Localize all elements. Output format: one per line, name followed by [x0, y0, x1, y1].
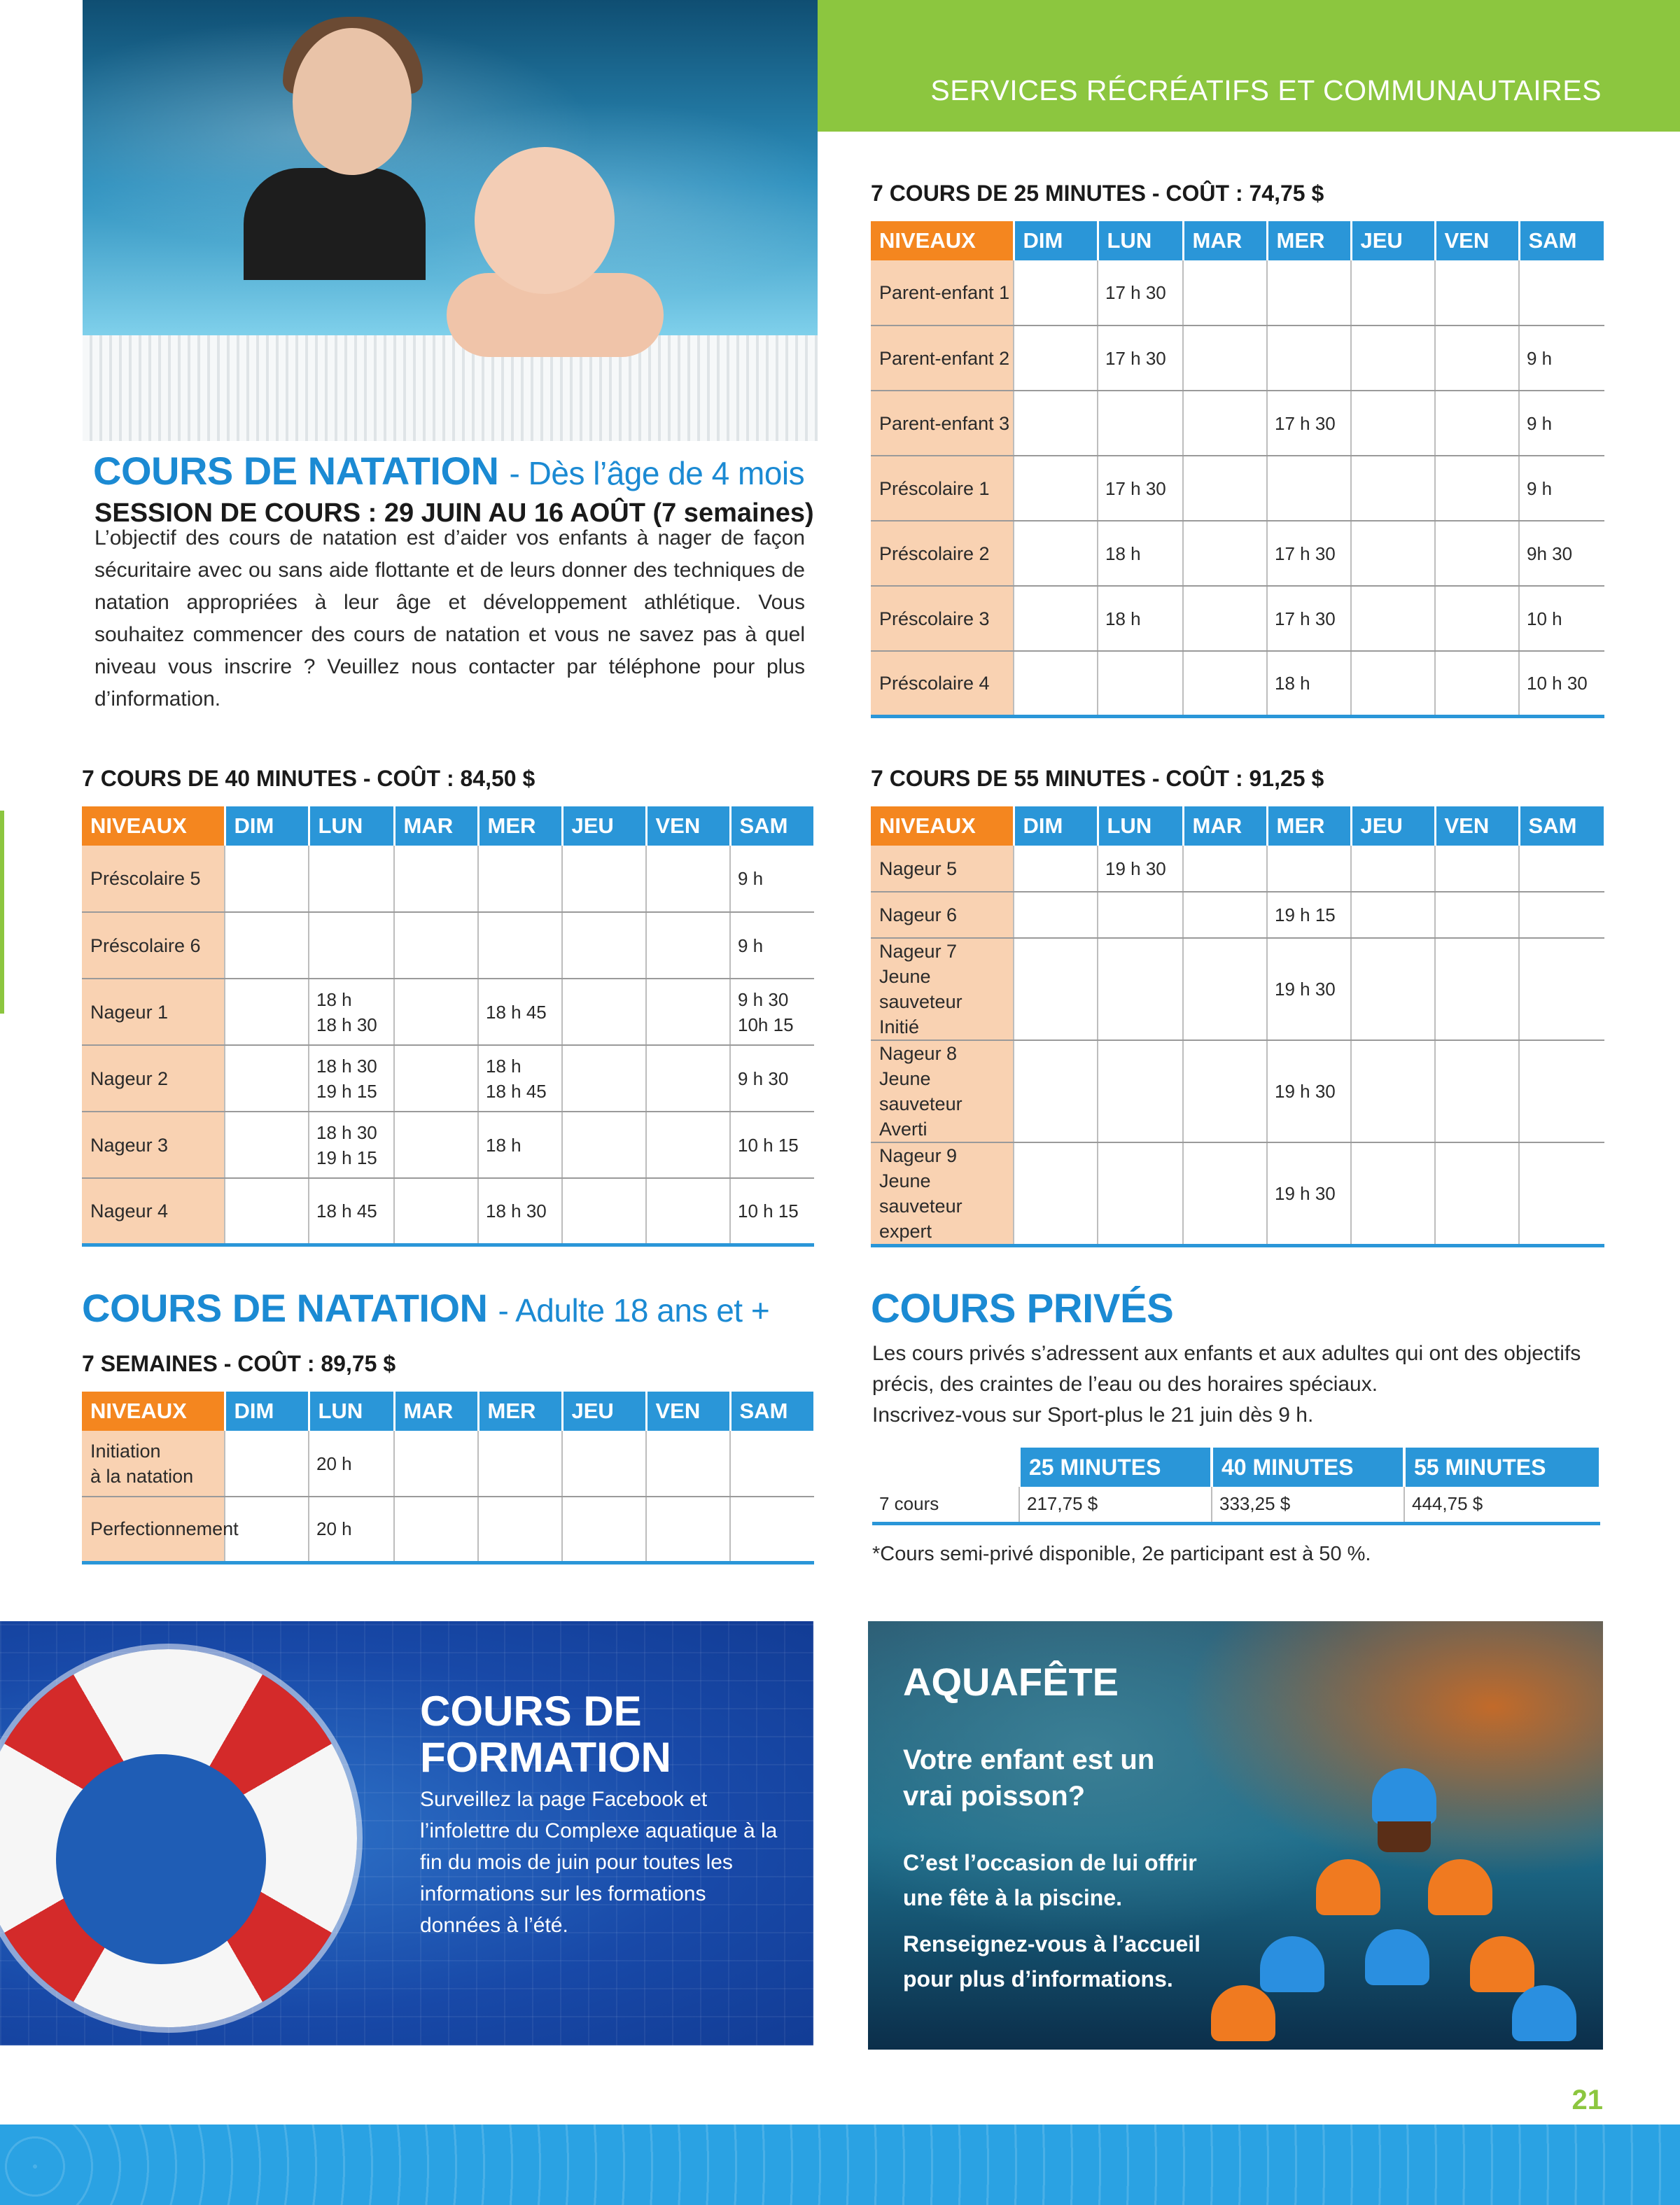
header-day-dim: DIM [225, 1392, 309, 1431]
header-day-lun: LUN [1098, 806, 1183, 846]
header-day-ven: VEN [646, 1392, 730, 1431]
header-levels: NIVEAUX [871, 221, 1014, 260]
level-cell: Nageur 9 Jeune sauveteur expert [871, 1142, 1014, 1246]
level-cell: Initiation à la natation [82, 1431, 225, 1497]
time-cell [1014, 521, 1098, 586]
time-cell [394, 1431, 478, 1497]
time-cell: 9 h 30 10h 15 [730, 979, 814, 1045]
time-cell [1183, 586, 1267, 651]
header-day-lun: LUN [309, 1392, 394, 1431]
table40-header-row [82, 806, 814, 846]
time-cell [1351, 1040, 1435, 1142]
table-row [82, 912, 814, 979]
formation-promo [0, 1621, 813, 2045]
time-cell: 18 h 18 h 45 [478, 1045, 562, 1112]
time-cell: 17 h 30 [1098, 456, 1183, 521]
header-levels: NIVEAUX [82, 806, 225, 846]
time-cell [562, 1112, 646, 1178]
private-cell-25: 217,75 $ [1019, 1487, 1212, 1523]
time-cell [1435, 326, 1519, 391]
level-cell: Préscolaire 5 [82, 846, 225, 912]
header-day-mer: MER [1267, 806, 1351, 846]
time-cell [394, 912, 478, 979]
time-cell [478, 846, 562, 912]
header-day-lun: LUN [309, 806, 394, 846]
header-day-mar: MAR [394, 806, 478, 846]
time-cell [1351, 260, 1435, 326]
time-cell [1014, 326, 1098, 391]
header-band [818, 0, 1680, 132]
cupcake-tower-image [1190, 1663, 1582, 2041]
semi-private-note: *Cours semi-privé disponible, 2e participant est à 50 %. [872, 1543, 1371, 1565]
cupcake [1260, 1936, 1324, 1992]
time-cell [1435, 260, 1519, 326]
time-cell: 18 h 18 h 30 [309, 979, 394, 1045]
table-row [871, 391, 1604, 456]
time-cell: 18 h 30 19 h 15 [309, 1045, 394, 1112]
header-day-dim: DIM [1014, 806, 1098, 846]
level-cell: Nageur 4 [82, 1178, 225, 1245]
level-cell: Préscolaire 6 [82, 912, 225, 979]
header-day-jeu: JEU [1351, 221, 1435, 260]
cupcake [1372, 1768, 1436, 1824]
time-cell: 19 h 30 [1098, 846, 1183, 892]
level-cell: Nageur 3 [82, 1112, 225, 1178]
level-cell: Parent-enfant 3 [871, 391, 1014, 456]
time-cell [1267, 846, 1351, 892]
adult-title-main: COURS DE NATATION [82, 1286, 488, 1330]
time-cell [1183, 521, 1267, 586]
time-cell [1435, 456, 1519, 521]
time-cell [478, 912, 562, 979]
table-row [82, 1431, 814, 1497]
intro-paragraph: L’objectif des cours de natation est d’aider vos enfants à nager de façon sécuritaire avec ou sans aide flottante et de leurs donner des techniques de natation appropriées à leur âge et développement athlétique. Vous souhaitez commencer des cours de natation et vous ne savez pas à quel niveau vous inscrire ? Veuillez nous contacter par téléphone pour plus d’information. [94, 526, 805, 710]
time-cell [1014, 846, 1098, 892]
table-row [871, 456, 1604, 521]
time-cell: 17 h 30 [1098, 326, 1183, 391]
time-cell [1014, 1142, 1098, 1246]
time-cell [1351, 938, 1435, 1040]
time-cell [394, 979, 478, 1045]
time-cell: 18 h 30 [478, 1178, 562, 1245]
footer-band [0, 2124, 1680, 2205]
header-day-lun: LUN [1098, 221, 1183, 260]
cupcake [1428, 1859, 1492, 1915]
time-cell [225, 846, 309, 912]
private-table [872, 1448, 1602, 1525]
header-day-sam: SAM [1519, 221, 1604, 260]
time-cell: 17 h 30 [1267, 521, 1351, 586]
header-day-mer: MER [478, 1392, 562, 1431]
time-cell: 19 h 30 [1267, 1040, 1351, 1142]
table25-heading: 7 COURS DE 25 MINUTES - COÛT : 74,75 $ [871, 181, 1324, 206]
private-header-55: 55 MINUTES [1404, 1448, 1600, 1487]
header-levels: NIVEAUX [871, 806, 1014, 846]
time-cell [1435, 391, 1519, 456]
table-row [871, 651, 1604, 716]
private-text: Les cours privés s’adressent aux enfants et aux adultes qui ont des objectifs précis, des craintes de l’eau ou des horaires spéciaux. [872, 1342, 1581, 1396]
time-cell [1435, 938, 1519, 1040]
time-cell [1014, 456, 1098, 521]
section-title: SERVICES RÉCRÉATIFS ET COMMUNAUTAIRES [930, 74, 1602, 106]
time-cell [1435, 892, 1519, 938]
time-cell [225, 1431, 309, 1497]
aquafete-promo [868, 1621, 1603, 2050]
private-table-header [872, 1448, 1600, 1487]
time-cell [562, 1431, 646, 1497]
table-row [871, 521, 1604, 586]
time-cell [646, 1045, 730, 1112]
private-cell-label: 7 cours [872, 1487, 1019, 1523]
time-cell [562, 1178, 646, 1245]
time-cell: 18 h 45 [309, 1178, 394, 1245]
private-header-25: 25 MINUTES [1019, 1448, 1212, 1487]
time-cell: 18 h [478, 1112, 562, 1178]
time-cell: 20 h [309, 1497, 394, 1562]
table-row [82, 1497, 814, 1562]
time-cell [1183, 260, 1267, 326]
time-cell [1435, 586, 1519, 651]
time-cell [225, 1178, 309, 1245]
private-header-blank [872, 1448, 1019, 1487]
time-cell [1435, 846, 1519, 892]
time-cell [1183, 846, 1267, 892]
lifebuoy-hole [56, 1754, 266, 1964]
table-row [871, 586, 1604, 651]
time-cell [646, 979, 730, 1045]
time-cell [225, 979, 309, 1045]
level-cell: Préscolaire 2 [871, 521, 1014, 586]
header-day-ven: VEN [1435, 806, 1519, 846]
header-day-jeu: JEU [562, 806, 646, 846]
time-cell [1098, 651, 1183, 716]
time-cell: 10 h [1519, 586, 1604, 651]
formation-title [420, 1688, 671, 1781]
time-cell [1267, 326, 1351, 391]
formation-title-line2: FORMATION [420, 1734, 671, 1781]
time-cell [309, 912, 394, 979]
time-cell [646, 1178, 730, 1245]
time-cell [1351, 846, 1435, 892]
cupcake [1470, 1936, 1534, 1992]
time-cell: 19 h 30 [1267, 1142, 1351, 1246]
time-cell [225, 1112, 309, 1178]
table55-heading: 7 COURS DE 55 MINUTES - COÛT : 91,25 $ [871, 766, 1324, 791]
cupcake [1512, 1985, 1576, 2041]
adult-title-sub: - Adulte 18 ans et + [498, 1292, 770, 1329]
time-cell [562, 846, 646, 912]
header-day-jeu: JEU [562, 1392, 646, 1431]
adult-table [82, 1392, 816, 1564]
time-cell: 9h 30 [1519, 521, 1604, 586]
table-row [871, 1040, 1604, 1142]
table-row [82, 1045, 814, 1112]
table-row [871, 1142, 1604, 1246]
header-day-jeu: JEU [1351, 806, 1435, 846]
table40 [82, 806, 816, 1247]
formation-text: Surveillez la page Facebook et l’infolettre du Complexe aquatique à la fin du mois de juin pour toutes les informations sur les formations données à l’été. [420, 1788, 778, 1937]
time-cell: 18 h 45 [478, 979, 562, 1045]
time-cell [1183, 892, 1267, 938]
time-cell [1351, 521, 1435, 586]
level-cell: Préscolaire 1 [871, 456, 1014, 521]
table-row [82, 1112, 814, 1178]
time-cell [1183, 1040, 1267, 1142]
table25-header-row [871, 221, 1604, 260]
table-row [82, 1178, 814, 1245]
time-cell [1519, 260, 1604, 326]
time-cell: 9 h [730, 846, 814, 912]
time-cell [1098, 1040, 1183, 1142]
time-cell [1519, 1142, 1604, 1246]
time-cell [730, 1497, 814, 1562]
level-cell: Préscolaire 3 [871, 586, 1014, 651]
cupcake [1316, 1859, 1380, 1915]
time-cell [478, 1431, 562, 1497]
level-cell: Nageur 5 [871, 846, 1014, 892]
time-cell [1519, 938, 1604, 1040]
cupcake-base [1378, 1821, 1431, 1852]
time-cell [1267, 456, 1351, 521]
level-cell: Préscolaire 4 [871, 651, 1014, 716]
time-cell [1183, 651, 1267, 716]
time-cell [1183, 456, 1267, 521]
adult-table-header-row [82, 1392, 814, 1431]
time-cell [1098, 1142, 1183, 1246]
header-day-dim: DIM [225, 806, 309, 846]
time-cell: 17 h 30 [1267, 586, 1351, 651]
table25 [871, 221, 1606, 718]
time-cell [1098, 938, 1183, 1040]
time-cell [1183, 326, 1267, 391]
mother-face [293, 28, 412, 175]
time-cell [1183, 391, 1267, 456]
private-registration: Inscrivez-vous sur Sport-plus le 21 juin dès 9 h. [872, 1404, 1314, 1427]
table55 [871, 806, 1606, 1247]
table-row [871, 938, 1604, 1040]
aquafete-subtitle: Votre enfant est un vrai poisson? [903, 1744, 1155, 1812]
intro-title-sub: - Dès l’âge de 4 mois [509, 455, 805, 491]
pool-deck [83, 335, 818, 441]
page-number: 21 [1572, 2085, 1603, 2115]
time-cell [646, 1431, 730, 1497]
time-cell [1351, 651, 1435, 716]
time-cell: 9 h [730, 912, 814, 979]
time-cell [1351, 1142, 1435, 1246]
time-cell [1351, 391, 1435, 456]
time-cell [562, 1497, 646, 1562]
time-cell [1014, 586, 1098, 651]
time-cell [1435, 1142, 1519, 1246]
time-cell [1183, 1142, 1267, 1246]
time-cell [646, 912, 730, 979]
time-cell [1435, 651, 1519, 716]
level-cell: Nageur 7 Jeune sauveteur Initié [871, 938, 1014, 1040]
time-cell [646, 846, 730, 912]
time-cell [394, 1497, 478, 1562]
intro-title [93, 448, 804, 493]
time-cell [562, 1045, 646, 1112]
table-row [871, 846, 1604, 892]
time-cell [646, 1497, 730, 1562]
time-cell [1435, 521, 1519, 586]
mother-figure [244, 168, 426, 280]
intro-title-main: COURS DE NATATION [93, 449, 499, 493]
time-cell [1435, 1040, 1519, 1142]
baby-face [475, 147, 615, 294]
level-cell: Nageur 8 Jeune sauveteur Averti [871, 1040, 1014, 1142]
table55-header-row [871, 806, 1604, 846]
header-day-sam: SAM [730, 1392, 814, 1431]
table40-heading: 7 COURS DE 40 MINUTES - COÛT : 84,50 $ [82, 766, 536, 791]
time-cell [1098, 892, 1183, 938]
session-dates: SESSION DE COURS : 29 JUIN AU 16 AOÛT (7 semaines) [94, 498, 814, 528]
time-cell: 9 h 30 [730, 1045, 814, 1112]
time-cell [1014, 651, 1098, 716]
header-day-ven: VEN [1435, 221, 1519, 260]
time-cell [1014, 938, 1098, 1040]
time-cell [225, 912, 309, 979]
time-cell [1351, 456, 1435, 521]
time-cell [394, 846, 478, 912]
time-cell [225, 1045, 309, 1112]
time-cell [394, 1045, 478, 1112]
time-cell: 9 h [1519, 391, 1604, 456]
cupcake [1365, 1929, 1429, 1985]
pool-water [83, 0, 818, 335]
table-row [871, 260, 1604, 326]
time-cell [562, 979, 646, 1045]
private-cell-40: 333,25 $ [1212, 1487, 1404, 1523]
header-day-dim: DIM [1014, 221, 1098, 260]
table-row [871, 892, 1604, 938]
aquafete-line2: Renseignez-vous à l’accueil pour plus d’informations. [903, 1931, 1201, 1991]
time-cell [1183, 938, 1267, 1040]
time-cell [1014, 1040, 1098, 1142]
time-cell [1351, 892, 1435, 938]
time-cell: 9 h [1519, 456, 1604, 521]
time-cell: 19 h 30 [1267, 938, 1351, 1040]
private-title: COURS PRIVÉS [871, 1286, 1174, 1331]
time-cell [1519, 1040, 1604, 1142]
formation-title-line1: COURS DE [420, 1688, 642, 1735]
hero-photo [83, 0, 818, 441]
time-cell: 20 h [309, 1431, 394, 1497]
level-cell: Nageur 6 [871, 892, 1014, 938]
private-table-row [872, 1487, 1600, 1523]
level-cell: Nageur 1 [82, 979, 225, 1045]
time-cell [394, 1112, 478, 1178]
time-cell [478, 1497, 562, 1562]
header-day-sam: SAM [730, 806, 814, 846]
header-day-mer: MER [1267, 221, 1351, 260]
private-header-40: 40 MINUTES [1212, 1448, 1404, 1487]
time-cell [1519, 846, 1604, 892]
header-day-sam: SAM [1519, 806, 1604, 846]
time-cell: 19 h 15 [1267, 892, 1351, 938]
time-cell: 18 h [1098, 586, 1183, 651]
adult-table-heading: 7 SEMAINES - COÛT : 89,75 $ [82, 1351, 396, 1376]
level-cell: Perfectionnement [82, 1497, 225, 1562]
adult-title [82, 1285, 769, 1331]
time-cell [1351, 586, 1435, 651]
time-cell: 18 h 30 19 h 15 [309, 1112, 394, 1178]
header-day-mer: MER [478, 806, 562, 846]
header-day-mar: MAR [1183, 221, 1267, 260]
time-cell [1014, 260, 1098, 326]
header-day-mar: MAR [1183, 806, 1267, 846]
time-cell [1014, 892, 1098, 938]
header-levels: NIVEAUX [82, 1392, 225, 1431]
private-cell-55: 444,75 $ [1404, 1487, 1600, 1523]
time-cell [730, 1431, 814, 1497]
table-row [871, 326, 1604, 391]
time-cell [394, 1178, 478, 1245]
time-cell: 10 h 30 [1519, 651, 1604, 716]
time-cell [562, 912, 646, 979]
time-cell: 10 h 15 [730, 1112, 814, 1178]
level-cell: Nageur 2 [82, 1045, 225, 1112]
margin-marker [0, 811, 4, 1014]
time-cell [1519, 892, 1604, 938]
time-cell [646, 1112, 730, 1178]
time-cell [309, 846, 394, 912]
table-row [82, 846, 814, 912]
header-day-mar: MAR [394, 1392, 478, 1431]
time-cell [1098, 391, 1183, 456]
level-cell: Parent-enfant 1 [871, 260, 1014, 326]
time-cell: 17 h 30 [1098, 260, 1183, 326]
time-cell: 9 h [1519, 326, 1604, 391]
time-cell: 10 h 15 [730, 1178, 814, 1245]
level-cell: Parent-enfant 2 [871, 326, 1014, 391]
time-cell: 17 h 30 [1267, 391, 1351, 456]
time-cell: 18 h [1098, 521, 1183, 586]
time-cell [1351, 326, 1435, 391]
header-day-ven: VEN [646, 806, 730, 846]
time-cell [1267, 260, 1351, 326]
aquafete-title: AQUAFÊTE [903, 1660, 1119, 1704]
aquafete-line1: C’est l’occasion de lui offrir une fête à la piscine. [903, 1850, 1197, 1910]
table-row [82, 979, 814, 1045]
time-cell: 18 h [1267, 651, 1351, 716]
time-cell [1014, 391, 1098, 456]
